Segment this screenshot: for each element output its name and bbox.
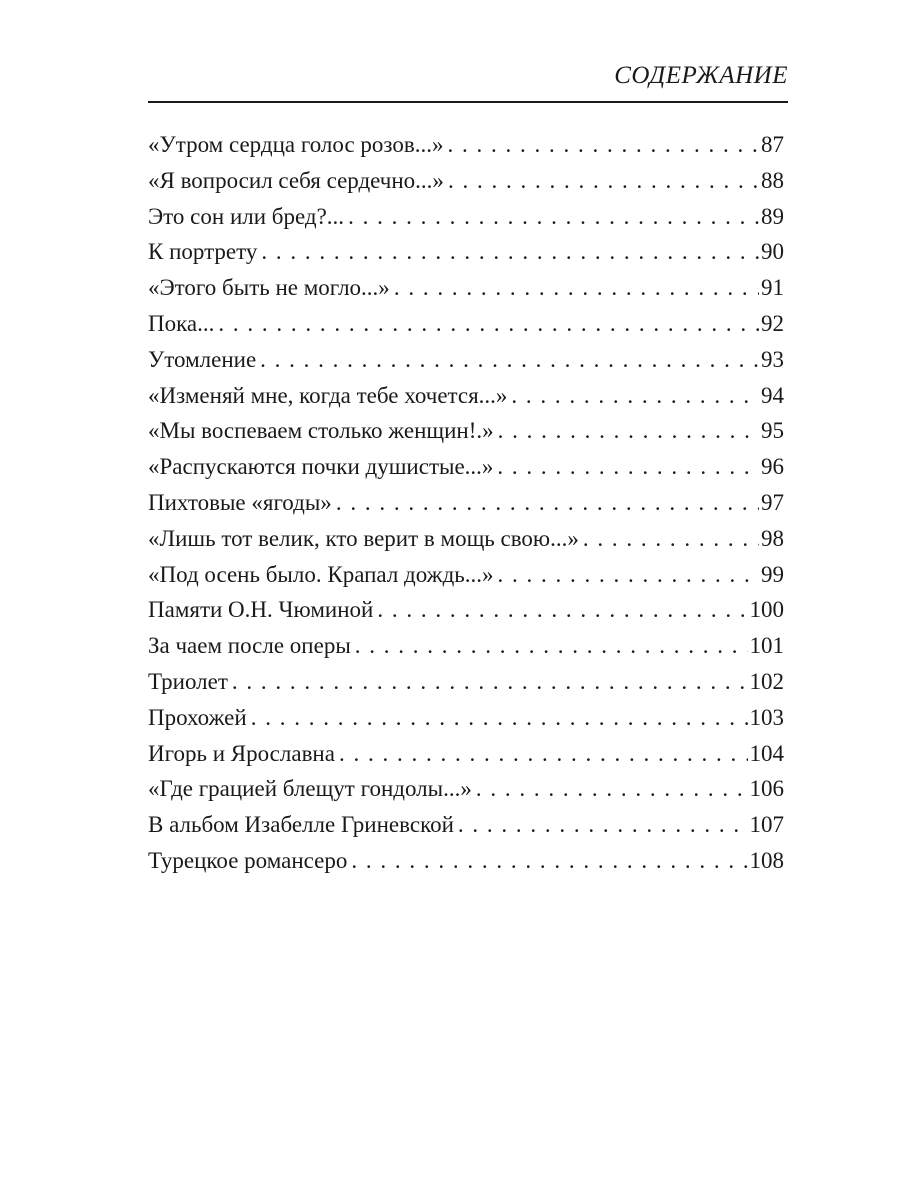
toc-entry-page: 106 bbox=[749, 776, 784, 802]
toc-entry-page: 89 bbox=[761, 203, 784, 229]
toc-entry bbox=[148, 812, 784, 848]
toc-entry-title: «Этого быть не могло...» bbox=[148, 275, 390, 301]
dot-leader bbox=[232, 669, 748, 695]
toc-entry bbox=[148, 347, 784, 383]
dot-leader bbox=[511, 383, 759, 409]
header-rule bbox=[148, 101, 788, 103]
toc-entry-title: Пихтовые «ягоды» bbox=[148, 489, 332, 515]
toc-entry-page: 90 bbox=[761, 239, 784, 265]
dot-leader bbox=[377, 597, 747, 623]
table-of-contents bbox=[148, 132, 784, 884]
dot-leader bbox=[261, 239, 759, 265]
toc-entry bbox=[148, 490, 784, 526]
dot-leader bbox=[339, 741, 748, 767]
toc-entry-title: «Мы воспеваем столько женщин!.» bbox=[148, 418, 494, 444]
toc-entry-page: 93 bbox=[761, 346, 784, 372]
dot-leader bbox=[348, 204, 759, 230]
toc-entry-page: 94 bbox=[761, 382, 784, 408]
toc-entry-page: 104 bbox=[749, 740, 784, 766]
dot-leader bbox=[260, 347, 759, 373]
toc-entry-page: 108 bbox=[749, 847, 784, 873]
toc-entry-title: «Я вопросил себя сердечно...» bbox=[148, 167, 444, 193]
toc-entry bbox=[148, 204, 784, 240]
toc-entry-page: 107 bbox=[749, 812, 784, 838]
toc-entry-page: 99 bbox=[761, 561, 784, 587]
toc-entry-title: Памяти О.Н. Чюминой bbox=[148, 597, 374, 623]
toc-entry-title: Прохожей bbox=[148, 704, 247, 730]
dot-leader bbox=[498, 418, 759, 444]
toc-entry-title: За чаем после оперы bbox=[148, 633, 351, 659]
dot-leader bbox=[251, 705, 748, 731]
toc-entry-title: Утомление bbox=[148, 346, 257, 372]
toc-entry-title: К портрету bbox=[148, 239, 258, 265]
toc-entry-page: 98 bbox=[761, 525, 784, 551]
toc-entry-title: Это сон или бред?... bbox=[148, 203, 345, 229]
toc-entry bbox=[148, 597, 784, 633]
toc-entry-title: «Утром сердца голос розов...» bbox=[148, 132, 444, 157]
toc-entry bbox=[148, 132, 784, 168]
toc-entry-page: 100 bbox=[749, 597, 784, 623]
toc-entry bbox=[148, 669, 784, 705]
toc-entry-page: 87 bbox=[761, 132, 784, 157]
toc-entry-title: Игорь и Ярославна bbox=[148, 740, 335, 766]
toc-entry bbox=[148, 454, 784, 490]
toc-entry-page: 92 bbox=[761, 310, 784, 336]
toc-entry-title: «Распускаются почки душистые...» bbox=[148, 454, 494, 480]
toc-entry bbox=[148, 705, 784, 741]
dot-leader bbox=[447, 132, 759, 158]
toc-entry-page: 88 bbox=[761, 167, 784, 193]
dot-leader bbox=[458, 812, 748, 838]
toc-entry-page: 95 bbox=[761, 418, 784, 444]
toc-entry-page: 91 bbox=[761, 275, 784, 301]
toc-entry-page: 102 bbox=[749, 668, 784, 694]
toc-entry-page: 103 bbox=[749, 704, 784, 730]
toc-entry-title: В альбом Изабелле Гриневской bbox=[148, 812, 454, 838]
toc-entry-title: «Под осень было. Крапал дождь...» bbox=[148, 561, 494, 587]
toc-entry-title: «Лишь тот велик, кто верит в мощь свою...» bbox=[148, 525, 579, 551]
toc-entry bbox=[148, 848, 784, 884]
dot-leader bbox=[476, 776, 748, 802]
toc-entry bbox=[148, 526, 784, 562]
toc-entry-title: «Где грацией блещут гондолы...» bbox=[148, 776, 472, 802]
toc-entry-title: Триолет bbox=[148, 668, 228, 694]
dot-leader bbox=[336, 490, 759, 516]
dot-leader bbox=[497, 454, 759, 480]
toc-entry bbox=[148, 741, 784, 777]
dot-leader bbox=[498, 562, 759, 588]
toc-entry bbox=[148, 311, 784, 347]
toc-entry-page: 97 bbox=[761, 489, 784, 515]
toc-entry bbox=[148, 776, 784, 812]
dot-leader bbox=[351, 848, 747, 874]
toc-entry bbox=[148, 275, 784, 311]
toc-entry bbox=[148, 562, 784, 598]
dot-leader bbox=[394, 275, 759, 301]
toc-entry bbox=[148, 633, 784, 669]
toc-entry-page: 101 bbox=[749, 633, 784, 659]
toc-entry-title: Турецкое романсеро bbox=[148, 847, 348, 873]
dot-leader bbox=[355, 633, 748, 659]
dot-leader bbox=[583, 526, 759, 552]
toc-entry-title: «Изменяй мне, когда тебе хочется...» bbox=[148, 382, 508, 408]
toc-entry bbox=[148, 168, 784, 204]
toc-entry bbox=[148, 239, 784, 275]
toc-entry-title: Пока... bbox=[148, 310, 215, 336]
dot-leader bbox=[218, 311, 759, 337]
toc-entry-page: 96 bbox=[761, 454, 784, 480]
page-title: СОДЕРЖАНИЕ bbox=[614, 62, 788, 89]
toc-entry bbox=[148, 418, 784, 454]
toc-entry bbox=[148, 383, 784, 419]
dot-leader bbox=[448, 168, 759, 194]
